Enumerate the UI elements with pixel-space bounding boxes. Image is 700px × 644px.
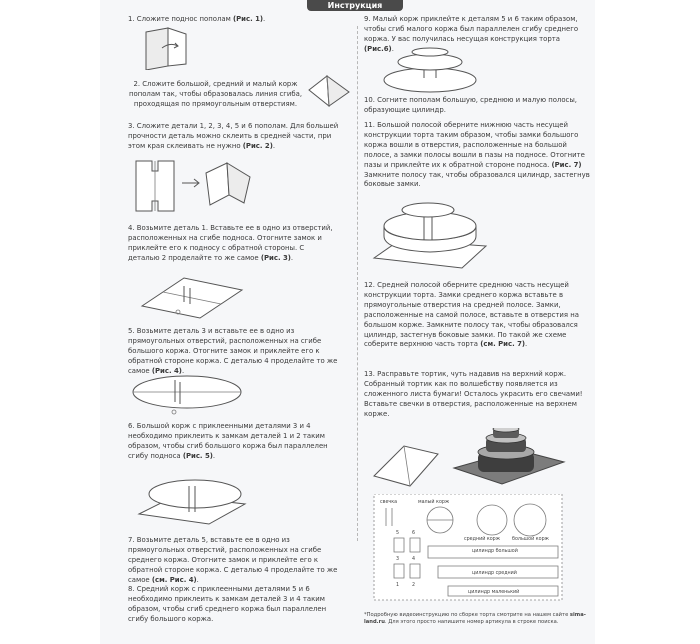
- step-12: 12. Средней полосой оберните среднюю часть несущей конструкции торта. Замки среднего коржа вставьте в прямоугольные отверстия на средней полосе. Замки, расположенные на самой полосе, вставьте в отверстия на большом корже. Замкните полосу так, чтобы образовался цилиндр, застегнув боковые замки. По такой же схеме соберите верхнюю часть торта (см. Рис. 7).: [364, 281, 579, 349]
- step-5: 5. Возьмите деталь 3 и вставьте ее в одно из прямоугольных отверстий, расположенных на сгибе большого коржа. Отогните замок и приклейте его к обратной стороне коржа. С деталью 4 проделайте то же самое (Рис. 4).: [128, 327, 338, 375]
- figure-cake-fold: [305, 72, 353, 112]
- label-detail-4: 4: [412, 557, 416, 562]
- step-10: 10. Согните пополам большую, среднюю и малую полосы, образующие цилиндр.: [364, 96, 577, 114]
- page-title: Инструкция: [307, 0, 403, 11]
- step-3: 3. Сложите детали 1, 2, 3, 4, 5 и 6 пополам. Для большей прочности деталь можно склеить в средней части, при этом края склеивать не нужно (Рис. 2).: [128, 122, 339, 150]
- step-7: 7. Возьмите деталь 5, вставьте ее в одно из прямоугольных отверстий, расположенных на сгибе среднего коржа. Отогните замок и приклейте его к обратной стороне коржа. С деталью 4 проделайте то же самое (см. Рис. 4).: [128, 536, 338, 584]
- step-9: 9. Малый корж приклейте к деталям 5 и 6 таким образом, чтобы сгиб малого коржа был параллелен сгибу среднего коржа. У вас получилась несущая конструкция торта (Рис.6).: [364, 15, 579, 53]
- step-13: 13. Расправьте тортик, чуть надавив на верхний корж. Собранный тортик как по волшебству появляется из сложенного листа бумаги! Осталось украсить его свечами! Вставьте свечки в отверстия, расположенные на верхнем корже.: [364, 370, 583, 418]
- step-11: 11. Большой полосой оберните нижнюю часть несущей конструкции торта таким образом, чтобы замки большого коржа вошли в отверстия, расположенные на большой полосе, а замки полосы вошли в пазы на подносе. Отогните пазы и приклейте их к обратной стороне подноса. (Рис. 7) Замкните полосу так, чтобы образовался цилиндр, застегнув боковые замки.: [364, 121, 590, 189]
- step-8: 8. Средний корж с приклеенными деталями 5 и 6 необходимо приклеить к замкам деталей 3 и 4 таким образом, чтобы сгиб среднего коржа был параллелен сгибу большого коржа.: [128, 585, 327, 623]
- site-link[interactable]: sima-land.ru: [364, 612, 586, 625]
- figure-6-cake-frame: [380, 46, 480, 94]
- column-divider: [357, 26, 358, 541]
- step-2: 2. Сложите большой, средний и малый корж пополам так, чтобы образовалась линия сгиба, проходящая по прямоугольным отверстиям.: [128, 80, 303, 108]
- step-1: 1. Сложите поднос пополам (Рис. 1).: [128, 15, 266, 23]
- step-4: 4. Возьмите деталь 1. Вставьте ее в одно из отверстий, расположенных на сгибе подноса. Отогните замок и приклейте его к подносу с обратной стороны. С деталью 2 проделайте то же самое (Рис. 3).: [128, 224, 333, 262]
- label-medium-cake: средний корж: [464, 537, 501, 542]
- figure-finished-cake: [368, 428, 568, 490]
- label-detail-5: 5: [396, 531, 400, 536]
- figure-parts-layout: [368, 494, 568, 604]
- label-detail-1: 1: [396, 583, 400, 588]
- label-detail-3: 3: [396, 557, 400, 562]
- label-small-cylinder: цилиндр маленький: [468, 590, 520, 595]
- step-6: 6. Большой корж с приклеенными деталями 3 и 4 необходимо приклеить к замкам деталей 1 и 2 таким образом, чтобы сгиб большого коржа был параллелен сгибу подноса (Рис. 5).: [128, 422, 328, 460]
- label-detail-2: 2: [412, 583, 416, 588]
- figure-7-cylinder-wrap: [370, 200, 490, 272]
- label-detail-6: 6: [412, 531, 416, 536]
- label-big-cake: большой корж: [512, 537, 549, 542]
- figure-2-detail-fold: [132, 155, 257, 217]
- label-medium-cylinder: цилиндр средний: [472, 571, 517, 576]
- label-small-cake: малый корж: [418, 500, 450, 505]
- footnote: *Подробную видеоинструкцию по сборке торта смотрите на нашем сайте sima-land.ru. Для этого просто напишите номер артикула в строке поиска.: [364, 612, 586, 625]
- label-candle: свечка: [380, 500, 398, 505]
- figure-3-tray-detail: [138, 276, 248, 320]
- figure-5-cake-on-tray: [135, 474, 250, 526]
- label-big-cylinder: цилиндр большой: [472, 549, 518, 554]
- figure-1-tray-fold: [140, 26, 190, 70]
- figure-4-big-cake-detail: [130, 372, 245, 418]
